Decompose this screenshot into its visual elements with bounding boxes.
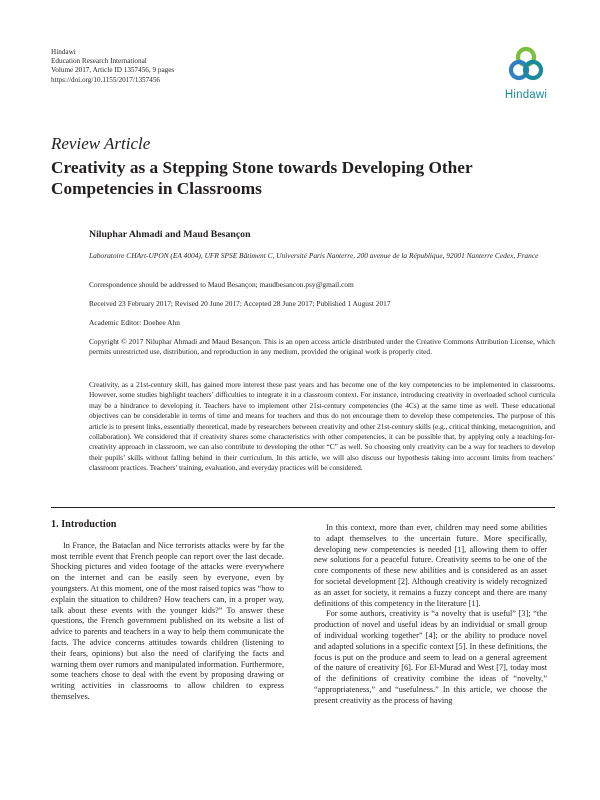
copyright-notice: Copyright © 2017 Niluphar Ahmadi and Maud Besançon. This is an open access article distributed under the Creative Commons Attribution License, which permits unrestricted use, distribution, and reproduction in any medium, provided the original work is properly cited. bbox=[89, 337, 555, 357]
journal-doi[interactable]: https://doi.org/10.1155/2017/1357456 bbox=[51, 75, 161, 84]
logo-wordmark: Hindawi bbox=[504, 89, 548, 101]
body-paragraph: For some authors, creativity is “a novelty that is useful” [3]; “the production of novel and useful ideas by an individual or small group of individual working together” [4]; or the ability to produce novel and adapted solutions in a specific context [5]. In these definitions, the focus is put on the produce and seem to lead on a general agreement of the nature of creativity [6]. For El-Murad and West [7], today most of the definitions of creativity combine the ideas of “novelty,” “appropriateness,” and “usefulness.” In this article, we choose the present creativity as the process of having bbox=[314, 609, 547, 705]
correspondence: Correspondence should be addressed to Maud Besançon; maudbesancon.psy@gmail.com bbox=[89, 280, 354, 289]
abstract: Creativity, as a 21st-century skill, has gained more interest these past years and has become one of the key competencies to be implemented in classrooms. However, some studies highlight teachers’ difficulties to integrate it in a classroom context. For instance, introducing creativity in overloaded school curricula may be a hindrance to developing it. Teachers have to implement other 21st-century competencies (the 4Cs) at the same time as well. These educational objectives can be considerable in terms of time and means for teachers and thus do not encourage them to develop these competencies. The purpose of this article is to present links, essentially theoretical, made by researchers between creativity and other 21st-century skills (e.g., critical thinking, metacognition, and collaboration). We considered that if creativity shares some characteristics with other competencies, it can be possible that, by applying only a teaching-for-creativity approach in classroom, we can also contribute to developing the other “C” as well. So choosing only creativity can be a way for teachers to develop their pupils’ skills without falling behind in their curriculum. In this article, we will also discuss our hypothesis taking into account limits from teachers’ classroom practices. Teachers’ training, evaluation, and everyday practices will be considered. bbox=[89, 380, 555, 473]
journal-volume: Volume 2017, Article ID 1357456, 9 pages bbox=[51, 66, 175, 75]
article-type: Review Article bbox=[51, 134, 151, 153]
body-paragraph: In France, the Bataclan and Nice terrorists attacks were by far the most terrible event that French people can report over the last decade. Shocking pictures and video footage of the attacks were everywhere on the internet and can be easily seen by everyone, even by youngsters. At this moment, one of the most raised topics was “how to explain the situation to children? How teachers can, in a proper way, talk about these events with the younger kids?” To answer these questions, the French government published on its website a list of advice to parents and teachers in a way to help them communicate the facts. The advice concerns attitudes towards children (listening to their fears, opinions) but also the need of clarifying the facts and warning them over rumors and manipulated information. Furthermore, some teachers chose to deal with the event by proposing drawing or writing activities in classrooms to allow children to express themselves. bbox=[51, 540, 285, 701]
publication-dates: Received 23 February 2017; Revised 20 June 2017; Accepted 28 June 2017; Published 1 August 2017 bbox=[89, 299, 391, 308]
journal-name: Education Research International bbox=[51, 57, 147, 66]
body-paragraph: In this context, more than ever, children may need some abilities to adapt themselves to the uncertain future. More specifically, developing new competencies is needed [1], allowing them to offer new solutions for a peaceful future. Creativity seems to be one of the core components of these new abilities and is considered as an asset for societal development [2]. Although creativity is widely recognized as an asset for society, it remains a fuzzy concept and there are many definitions of this competency in the literature [1]. bbox=[314, 523, 547, 608]
academic-editor: Academic Editor: Doehee Ahn bbox=[89, 318, 180, 327]
right-column bbox=[314, 523, 547, 707]
section-divider bbox=[51, 507, 555, 508]
left-column bbox=[51, 520, 284, 703]
publisher-name: Hindawi bbox=[51, 48, 76, 56]
hindawi-logo[interactable] bbox=[496, 46, 556, 106]
article-authors: Niluphar Ahmadi and Maud Besançon bbox=[89, 229, 251, 240]
hindawi-logo-icon bbox=[496, 46, 556, 90]
journal-info bbox=[51, 48, 311, 85]
author-affiliation: Laboratoire CHArt-UPON (EA 4004), UFR SPSE Bâtiment C, Université Paris Nanterre, 200 avenue de la République, 92001 Nanterre Cedex, France bbox=[89, 251, 539, 260]
article-title: Creativity as a Stepping Stone towards Developing Other Competencies in Classrooms bbox=[51, 158, 473, 198]
section-heading: 1. Introduction bbox=[51, 519, 117, 530]
